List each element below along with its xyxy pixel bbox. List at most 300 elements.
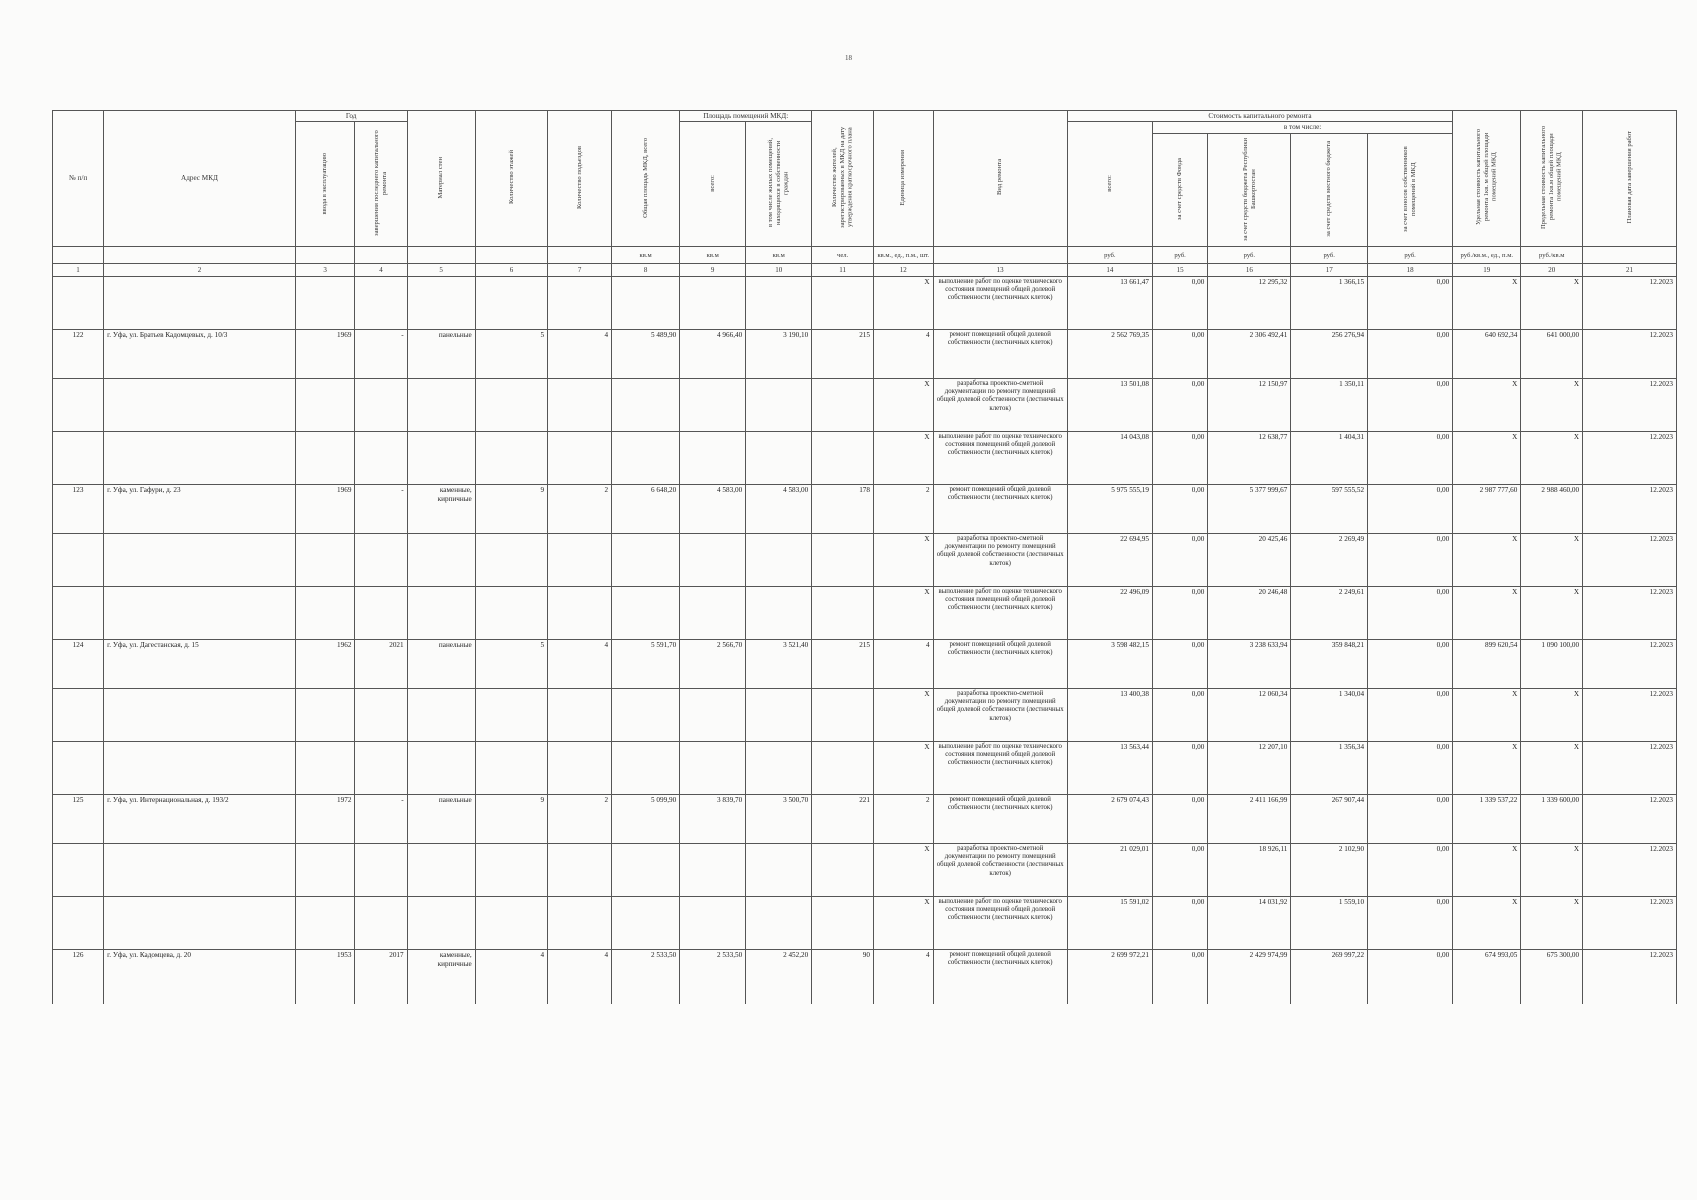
entrances-cell <box>548 587 612 640</box>
wall-material-cell <box>407 742 475 795</box>
work-type-cell: ремонт помещений общей долевой собственности (лестничных клеток) <box>933 330 1067 379</box>
unit-cost-cell: 1 339 537,22 <box>1453 795 1521 844</box>
limit-cost-cell: X <box>1521 587 1583 640</box>
header-total-area: Общая площадь МКД, всего <box>612 111 680 247</box>
column-numbers-row <box>53 264 1677 277</box>
cost-total-cell: 3 598 482,15 <box>1067 640 1152 689</box>
unit-cost-cell: 674 993,05 <box>1453 950 1521 1005</box>
deadline-cell: 12.2023 <box>1583 689 1677 742</box>
cost-local-cell: 1 356,34 <box>1291 742 1368 795</box>
limit-cost-cell: X <box>1521 844 1583 897</box>
column-number: 9 <box>680 264 746 277</box>
entrances-cell: 4 <box>548 330 612 379</box>
row-number: 126 <box>53 950 104 1005</box>
unit-cell: X <box>873 742 933 795</box>
cost-fund-cell: 0,00 <box>1152 485 1207 534</box>
work-type-cell: разработка проектно-сметной документации по ремонту помещений общей долевой собственности (лестничных клеток) <box>933 379 1067 432</box>
residents-cell: 90 <box>812 950 874 1005</box>
column-number: 15 <box>1152 264 1207 277</box>
row-number <box>53 587 104 640</box>
year-last-repair-cell: - <box>355 485 407 534</box>
column-number: 1 <box>53 264 104 277</box>
row-number <box>53 277 104 330</box>
address-cell <box>104 534 296 587</box>
cost-local-cell: 2 269,49 <box>1291 534 1368 587</box>
area-residential-cell <box>746 277 812 330</box>
area-all-cell <box>680 742 746 795</box>
deadline-cell: 12.2023 <box>1583 379 1677 432</box>
header-cost-owners: за счет взносов собственников помещений в МКД <box>1368 133 1453 246</box>
deadline-cell: 12.2023 <box>1583 330 1677 379</box>
unit-cell: руб./кв.м., ед., п.м. <box>1453 247 1521 264</box>
address-cell: г. Уфа, ул. Гафури, д. 23 <box>104 485 296 534</box>
page-number: 18 <box>845 54 852 62</box>
area-all-cell <box>680 277 746 330</box>
cost-owners-cell: 0,00 <box>1368 897 1453 950</box>
unit-cell: 4 <box>873 330 933 379</box>
wall-material-cell <box>407 379 475 432</box>
unit-cost-cell: X <box>1453 534 1521 587</box>
total-area-cell: 5 099,90 <box>612 795 680 844</box>
unit-cell: кв.м <box>680 247 746 264</box>
wall-material-cell <box>407 689 475 742</box>
row-number: 122 <box>53 330 104 379</box>
limit-cost-cell: X <box>1521 742 1583 795</box>
house-row <box>53 330 1677 379</box>
year-last-repair-cell <box>355 432 407 485</box>
unit-cell: кв.м., ед., п.м., шт. <box>873 247 933 264</box>
header-unit: Единица измерения <box>873 111 933 247</box>
header-area-group: Площадь помещений МКД: <box>680 111 812 122</box>
limit-cost-cell: 2 988 460,00 <box>1521 485 1583 534</box>
limit-cost-cell: X <box>1521 277 1583 330</box>
cost-owners-cell: 0,00 <box>1368 689 1453 742</box>
limit-cost-cell: 1 090 100,00 <box>1521 640 1583 689</box>
area-residential-cell <box>746 742 812 795</box>
cost-local-cell: 597 555,52 <box>1291 485 1368 534</box>
entrances-cell <box>548 277 612 330</box>
cost-total-cell: 13 563,44 <box>1067 742 1152 795</box>
residents-cell: 215 <box>812 330 874 379</box>
area-residential-cell <box>746 534 812 587</box>
total-area-cell <box>612 742 680 795</box>
year-last-repair-cell: 2017 <box>355 950 407 1005</box>
cost-local-cell: 1 366,15 <box>1291 277 1368 330</box>
total-area-cell <box>612 587 680 640</box>
table-body <box>53 277 1677 1005</box>
address-cell <box>104 689 296 742</box>
row-number <box>53 689 104 742</box>
address-cell <box>104 432 296 485</box>
cost-republic-cell: 12 638,77 <box>1208 432 1291 485</box>
total-area-cell: 6 648,20 <box>612 485 680 534</box>
address-cell <box>104 742 296 795</box>
cost-owners-cell: 0,00 <box>1368 950 1453 1005</box>
work-type-cell: разработка проектно-сметной документации по ремонту помещений общей долевой собственности (лестничных клеток) <box>933 534 1067 587</box>
address-cell: г. Уфа, ул. Интернациональная, д. 193/2 <box>104 795 296 844</box>
column-number: 11 <box>812 264 874 277</box>
cost-owners-cell: 0,00 <box>1368 330 1453 379</box>
year-last-repair-cell <box>355 277 407 330</box>
unit-cell: X <box>873 277 933 330</box>
header-num: № п/п <box>53 111 104 247</box>
floors-cell: 9 <box>475 485 547 534</box>
residents-cell <box>812 897 874 950</box>
cost-total-cell: 22 694,95 <box>1067 534 1152 587</box>
cost-local-cell: 256 276,94 <box>1291 330 1368 379</box>
residents-cell: 215 <box>812 640 874 689</box>
unit-cost-cell: X <box>1453 844 1521 897</box>
unit-cost-cell: 2 987 777,60 <box>1453 485 1521 534</box>
year-last-repair-cell <box>355 379 407 432</box>
unit-cell: руб. <box>1152 247 1207 264</box>
row-number <box>53 897 104 950</box>
area-residential-cell <box>746 379 812 432</box>
year-commission-cell <box>295 379 355 432</box>
cost-owners-cell: 0,00 <box>1368 432 1453 485</box>
column-number: 2 <box>104 264 296 277</box>
total-area-cell <box>612 379 680 432</box>
residents-cell <box>812 742 874 795</box>
cost-owners-cell: 0,00 <box>1368 587 1453 640</box>
work-type-cell: разработка проектно-сметной документации по ремонту помещений общей долевой собственности (лестничных клеток) <box>933 689 1067 742</box>
wall-material-cell: каменные, кирпичные <box>407 950 475 1005</box>
entrances-cell <box>548 534 612 587</box>
unit-cost-cell: X <box>1453 587 1521 640</box>
unit-cell: руб. <box>1368 247 1453 264</box>
cost-fund-cell: 0,00 <box>1152 689 1207 742</box>
unit-cell: руб. <box>1067 247 1152 264</box>
cost-republic-cell: 2 429 974,99 <box>1208 950 1291 1005</box>
floors-cell <box>475 897 547 950</box>
column-number: 12 <box>873 264 933 277</box>
cost-local-cell: 269 997,22 <box>1291 950 1368 1005</box>
column-number: 13 <box>933 264 1067 277</box>
column-number: 7 <box>548 264 612 277</box>
year-commission-cell <box>295 844 355 897</box>
total-area-cell <box>612 844 680 897</box>
cost-fund-cell: 0,00 <box>1152 379 1207 432</box>
cost-fund-cell: 0,00 <box>1152 277 1207 330</box>
header-wall-material: Материал стен <box>407 111 475 247</box>
unit-cost-cell: X <box>1453 689 1521 742</box>
unit-cell: X <box>873 379 933 432</box>
deadline-cell: 12.2023 <box>1583 432 1677 485</box>
area-all-cell: 2 533,50 <box>680 950 746 1005</box>
work-type-cell: выполнение работ по оценке технического состояния помещений общей долевой собственности (лестничных клеток) <box>933 277 1067 330</box>
floors-cell <box>475 432 547 485</box>
area-residential-cell <box>746 689 812 742</box>
cost-republic-cell: 3 238 633,94 <box>1208 640 1291 689</box>
floors-cell <box>475 379 547 432</box>
work-row <box>53 689 1677 742</box>
unit-cell: 4 <box>873 640 933 689</box>
column-number: 20 <box>1521 264 1583 277</box>
work-row <box>53 432 1677 485</box>
area-all-cell <box>680 379 746 432</box>
unit-cell: X <box>873 689 933 742</box>
year-last-repair-cell: - <box>355 330 407 379</box>
house-row <box>53 950 1677 1005</box>
limit-cost-cell: 675 300,00 <box>1521 950 1583 1005</box>
wall-material-cell <box>407 897 475 950</box>
header-address: Адрес МКД <box>104 111 296 247</box>
year-last-repair-cell <box>355 587 407 640</box>
work-row <box>53 897 1677 950</box>
wall-material-cell: панельные <box>407 640 475 689</box>
cost-local-cell: 359 848,21 <box>1291 640 1368 689</box>
area-residential-cell <box>746 897 812 950</box>
residents-cell <box>812 379 874 432</box>
address-cell: г. Уфа, ул. Дагестанская, д. 15 <box>104 640 296 689</box>
work-type-cell: ремонт помещений общей долевой собственности (лестничных клеток) <box>933 795 1067 844</box>
address-cell <box>104 587 296 640</box>
cost-owners-cell: 0,00 <box>1368 742 1453 795</box>
year-commission-cell <box>295 432 355 485</box>
residents-cell <box>812 432 874 485</box>
unit-cell: кв.м <box>612 247 680 264</box>
limit-cost-cell: X <box>1521 897 1583 950</box>
header-year-commission: ввода в эксплуатацию <box>295 122 355 247</box>
cost-total-cell: 13 661,47 <box>1067 277 1152 330</box>
area-all-cell <box>680 897 746 950</box>
header-area-residential: в том числе жилых помещений, находящихся в собственности граждан <box>746 122 812 247</box>
work-type-cell: разработка проектно-сметной документации по ремонту помещений общей долевой собственности (лестничных клеток) <box>933 844 1067 897</box>
header-area-all: всего: <box>680 122 746 247</box>
unit-cost-cell: 899 620,54 <box>1453 640 1521 689</box>
work-row <box>53 844 1677 897</box>
units-row <box>53 247 1677 264</box>
year-commission-cell <box>295 534 355 587</box>
cost-total-cell: 2 562 769,35 <box>1067 330 1152 379</box>
column-number: 6 <box>475 264 547 277</box>
deadline-cell: 12.2023 <box>1583 277 1677 330</box>
area-all-cell: 4 966,40 <box>680 330 746 379</box>
unit-cost-cell: 640 692,34 <box>1453 330 1521 379</box>
row-number <box>53 844 104 897</box>
row-number <box>53 534 104 587</box>
cost-local-cell: 1 404,31 <box>1291 432 1368 485</box>
cost-fund-cell: 0,00 <box>1152 844 1207 897</box>
floors-cell <box>475 742 547 795</box>
address-cell: г. Уфа, ул. Братьев Кадомцевых, д. 10/3 <box>104 330 296 379</box>
cost-republic-cell: 20 425,46 <box>1208 534 1291 587</box>
unit-cell: кв.м <box>746 247 812 264</box>
unit-cell: руб./кв.м <box>1521 247 1583 264</box>
residents-cell <box>812 534 874 587</box>
unit-cost-cell: X <box>1453 897 1521 950</box>
entrances-cell: 2 <box>548 485 612 534</box>
unit-cell: руб. <box>1208 247 1291 264</box>
cost-total-cell: 2 679 074,43 <box>1067 795 1152 844</box>
wall-material-cell <box>407 844 475 897</box>
cost-total-cell: 14 043,08 <box>1067 432 1152 485</box>
header-deadline: Плановая дата завершения работ <box>1583 111 1677 247</box>
cost-republic-cell: 12 207,10 <box>1208 742 1291 795</box>
unit-cell: 4 <box>873 950 933 1005</box>
header-cost-fund: за счет средств Фонда <box>1152 133 1207 246</box>
work-type-cell: ремонт помещений общей долевой собственности (лестничных клеток) <box>933 485 1067 534</box>
unit-cell: X <box>873 432 933 485</box>
floors-cell <box>475 587 547 640</box>
column-number: 18 <box>1368 264 1453 277</box>
year-last-repair-cell <box>355 689 407 742</box>
floors-cell: 5 <box>475 330 547 379</box>
work-type-cell: выполнение работ по оценке технического состояния помещений общей долевой собственности (лестничных клеток) <box>933 742 1067 795</box>
cost-total-cell: 15 591,02 <box>1067 897 1152 950</box>
area-all-cell: 4 583,00 <box>680 485 746 534</box>
residents-cell: 178 <box>812 485 874 534</box>
cost-local-cell: 1 559,10 <box>1291 897 1368 950</box>
cost-owners-cell: 0,00 <box>1368 379 1453 432</box>
unit-cost-cell: X <box>1453 379 1521 432</box>
year-last-repair-cell: 2021 <box>355 640 407 689</box>
cost-owners-cell: 0,00 <box>1368 534 1453 587</box>
row-number: 124 <box>53 640 104 689</box>
year-commission-cell <box>295 897 355 950</box>
area-all-cell <box>680 844 746 897</box>
unit-cost-cell: X <box>1453 277 1521 330</box>
address-cell <box>104 897 296 950</box>
area-all-cell: 2 566,70 <box>680 640 746 689</box>
residents-cell <box>812 844 874 897</box>
column-number: 10 <box>746 264 812 277</box>
deadline-cell: 12.2023 <box>1583 742 1677 795</box>
cost-fund-cell: 0,00 <box>1152 534 1207 587</box>
column-number: 19 <box>1453 264 1521 277</box>
limit-cost-cell: X <box>1521 432 1583 485</box>
cost-total-cell: 13 400,38 <box>1067 689 1152 742</box>
cost-republic-cell: 2 306 492,41 <box>1208 330 1291 379</box>
column-number: 4 <box>355 264 407 277</box>
unit-cell: 2 <box>873 795 933 844</box>
deadline-cell: 12.2023 <box>1583 795 1677 844</box>
area-all-cell <box>680 587 746 640</box>
work-row <box>53 277 1677 330</box>
wall-material-cell <box>407 432 475 485</box>
unit-cell: 2 <box>873 485 933 534</box>
limit-cost-cell: X <box>1521 379 1583 432</box>
work-type-cell: ремонт помещений общей долевой собственности (лестничных клеток) <box>933 640 1067 689</box>
cost-owners-cell: 0,00 <box>1368 485 1453 534</box>
house-row <box>53 795 1677 844</box>
year-last-repair-cell <box>355 742 407 795</box>
unit-cost-cell: X <box>1453 432 1521 485</box>
total-area-cell <box>612 432 680 485</box>
header-year-last-repair: завершения последнего капитального ремонта <box>355 122 407 247</box>
residents-cell: 221 <box>812 795 874 844</box>
header-residents: Количество жителей, зарегистрированных в МКД на дату утверждения краткосрочного плана <box>812 111 874 247</box>
total-area-cell <box>612 897 680 950</box>
cost-total-cell: 22 496,09 <box>1067 587 1152 640</box>
wall-material-cell: каменные, кирпичные <box>407 485 475 534</box>
cost-local-cell: 2 102,90 <box>1291 844 1368 897</box>
entrances-cell <box>548 897 612 950</box>
cost-local-cell: 267 907,44 <box>1291 795 1368 844</box>
deadline-cell: 12.2023 <box>1583 485 1677 534</box>
work-row <box>53 587 1677 640</box>
entrances-cell <box>548 432 612 485</box>
wall-material-cell <box>407 587 475 640</box>
cost-total-cell: 5 975 555,19 <box>1067 485 1152 534</box>
total-area-cell <box>612 689 680 742</box>
limit-cost-cell: X <box>1521 534 1583 587</box>
total-area-cell: 5 489,90 <box>612 330 680 379</box>
row-number <box>53 379 104 432</box>
cost-fund-cell: 0,00 <box>1152 897 1207 950</box>
column-number: 17 <box>1291 264 1368 277</box>
area-residential-cell <box>746 432 812 485</box>
header-year-group: Год <box>295 111 407 122</box>
work-type-cell: выполнение работ по оценке технического состояния помещений общей долевой собственности (лестничных клеток) <box>933 587 1067 640</box>
floors-cell <box>475 689 547 742</box>
address-cell: г. Уфа, ул. Кадомцева, д. 20 <box>104 950 296 1005</box>
area-residential-cell <box>746 587 812 640</box>
year-commission-cell: 1972 <box>295 795 355 844</box>
header-floors: Количество этажей <box>475 111 547 247</box>
limit-cost-cell: X <box>1521 689 1583 742</box>
residents-cell <box>812 587 874 640</box>
cost-fund-cell: 0,00 <box>1152 950 1207 1005</box>
entrances-cell: 4 <box>548 950 612 1005</box>
floors-cell <box>475 534 547 587</box>
header-unit-cost: Удельная стоимость капитального ремонта 1кв. м общей площади помещений МКД <box>1453 111 1521 247</box>
year-commission-cell <box>295 587 355 640</box>
wall-material-cell: панельные <box>407 795 475 844</box>
floors-cell <box>475 844 547 897</box>
entrances-cell <box>548 742 612 795</box>
column-number: 5 <box>407 264 475 277</box>
total-area-cell: 5 591,70 <box>612 640 680 689</box>
cost-republic-cell: 20 246,48 <box>1208 587 1291 640</box>
unit-cell: руб. <box>1291 247 1368 264</box>
year-commission-cell: 1953 <box>295 950 355 1005</box>
wall-material-cell <box>407 534 475 587</box>
cost-fund-cell: 0,00 <box>1152 640 1207 689</box>
header-cost-republic: за счет средств бюджета Республики Башкортостан <box>1208 133 1291 246</box>
row-number <box>53 432 104 485</box>
cost-owners-cell: 0,00 <box>1368 277 1453 330</box>
residents-cell <box>812 277 874 330</box>
entrances-cell: 2 <box>548 795 612 844</box>
cost-republic-cell: 12 150,97 <box>1208 379 1291 432</box>
limit-cost-cell: 1 339 600,00 <box>1521 795 1583 844</box>
deadline-cell: 12.2023 <box>1583 640 1677 689</box>
cost-republic-cell: 5 377 999,67 <box>1208 485 1291 534</box>
area-all-cell <box>680 432 746 485</box>
year-commission-cell: 1969 <box>295 330 355 379</box>
deadline-cell: 12.2023 <box>1583 534 1677 587</box>
header-incl-group: в том числе: <box>1152 122 1452 133</box>
area-residential-cell: 3 521,40 <box>746 640 812 689</box>
unit-cell: чел. <box>812 247 874 264</box>
floors-cell: 4 <box>475 950 547 1005</box>
residents-cell <box>812 689 874 742</box>
cost-total-cell: 13 501,08 <box>1067 379 1152 432</box>
cost-owners-cell: 0,00 <box>1368 844 1453 897</box>
cost-fund-cell: 0,00 <box>1152 742 1207 795</box>
cost-republic-cell: 12 295,32 <box>1208 277 1291 330</box>
area-residential-cell: 3 500,70 <box>746 795 812 844</box>
work-row <box>53 379 1677 432</box>
cost-local-cell: 2 249,61 <box>1291 587 1368 640</box>
year-commission-cell <box>295 689 355 742</box>
year-last-repair-cell <box>355 844 407 897</box>
cost-republic-cell: 14 031,92 <box>1208 897 1291 950</box>
row-number <box>53 742 104 795</box>
deadline-cell: 12.2023 <box>1583 897 1677 950</box>
unit-cell: X <box>873 587 933 640</box>
